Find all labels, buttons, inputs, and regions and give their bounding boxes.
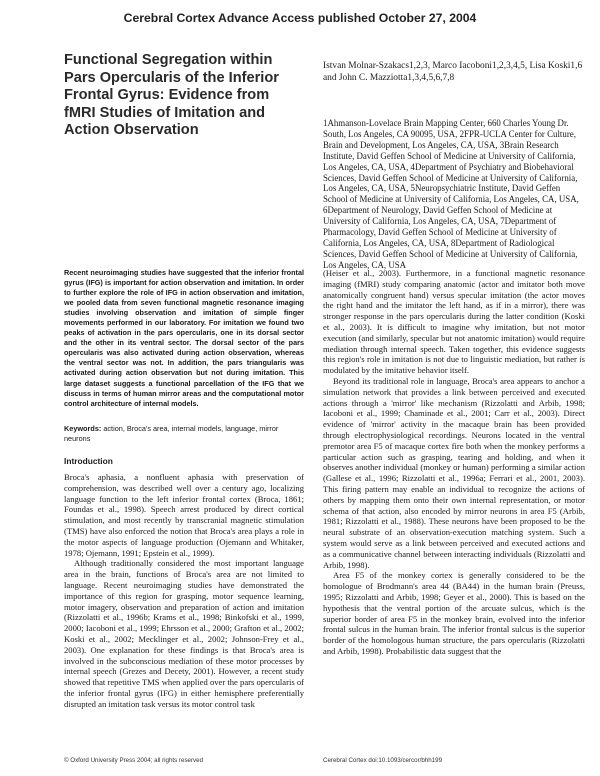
doi-footer: Cerebral Cortex doi:10.1093/cercor/bhh199 — [323, 757, 443, 764]
body-column-left — [64, 472, 304, 710]
journal-header: Cerebral Cortex Advance Access published October 27, 2004 — [123, 11, 477, 25]
keywords-label: Keywords: — [64, 424, 102, 433]
affiliations: 1Ahmanson-Lovelace Brain Mapping Center, 660 Charles Young Dr. South, Los Angeles, CA 90095, USA, 2FPR-UCLA Center for Culture, Brain and Development, Los Angeles, CA, USA, 3Brain Research Institute, David Geffen School of Medicine at University of California, Los Angeles, CA, USA, 4Department of Psychiatry and Biobehavioral Sciences, David Geffen School of Medicine at University of California, Los Angeles, CA, USA, 5Neuropsychiatric Institute, David Geffen School of Medicine at University of California, Los Angeles, CA, USA, 6Department of Neurology, David Geffen School of Medicine at University of California, Los Angeles, CA, USA, 7Department of Pharmacology, David Geffen School of Medicine at University of California, Los Angeles, CA, USA, 8Department of Radiological Sciences, David Geffen School of Medicine at University of California, Los Angeles, CA, USA — [323, 118, 579, 270]
article-title: Functional Segregation within Pars Opercularis of the Inferior Frontal Gyrus: Evidence from fMRI Studies of Imitation and Action Observation — [64, 52, 279, 138]
body-column-right — [323, 268, 585, 657]
paragraph: Although traditionally considered the most important language area in the brain, functions of Broca's area are not limited to language. Recent neuroimaging studies have demonstrated the importance of this region for grasping, motor sequence learning, motor imagery, observation and preparation of action and imitation (Rizzolatti et al., 1996b; Krams et al., 1998; Binkofski et al., 1999, 2000; Iacoboni et al., 1999; Ehrsson et al., 2000; Grafton et al., 2002; Koski et al., 2002; Mecklinger et al., 2002; Johnson-Frey et al., 2003). One explanation for these findings is that Broca's area is involved in the subconscious mediation of these motor processes by internal speech (Grezes and Decety, 2001). However, a recent study showed that repetitive TMS when applied over the pars opercularis of the inferior frontal gyrus (IFG) in either hemisphere preferentially disrupted an imitation task versus its motor control task — [64, 558, 304, 709]
keywords — [64, 424, 304, 443]
paragraph: Area F5 of the monkey cortex is generally considered to be the homologue of Brodmann's area 44 (BA44) in the human brain (Preuss, 1995; Rizzolatti and Arbib, 1998; Geyer et al., 2000). This is based on the hypothesis that the ventral portion of the arcuate sulcus, which is the superior border of area F5 in the monkey brain, evolved into the inferior frontal sulcus in the human brain. The inferior frontal sulcus is the superior border of the homologous human structure, the pars opercularis (Rizzolatti and Arbib, 1998). Probabilistic data suggest that the — [323, 570, 585, 656]
paragraph: Beyond its traditional role in language, Broca's area appears to anchor a simulation network that provides a link between perceived and executed actions through a 'mirror' like mechanism (Rizzolatti and Arbib, 1998; Iacoboni et al., 1999; Chaminade et al., 2001; Carr et al., 2003). Direct evidence of 'mirror' activity in the macaque brain has been provided through electrophysiological recordings. Neurons located in the ventral premotor area F5 of macaque cortex fire both when the monkey performs a particular action such as grasping, tearing and holding, and when it observes another individual (monkey or human) performing a similar action (Gallese et al., 1996; Rizzolatti et al., 1996a; Ferrari et al., 2001, 2003). This firing pattern may enable an individual to recognize the actions of others by mapping them onto their own internal representation, or motor schema of that action, also encoded by mirror neurons in area F5 (Arbib, 1981; Rizzolatti et al., 1988). These neurons have been proposed to be the neural substrate of an observation-execution matching system. Such a system would serve as a link between perceived and executed actions and as a communicative channel between interacting individuals (Rizzolatti and Arbib, 1998). — [323, 375, 585, 570]
abstract: Recent neuroimaging studies have suggested that the inferior frontal gyrus (IFG) is important for action observation and imitation. In order to further explore the role of IFG in action observation and imitation, we pooled data from seven functional magnetic resonance imaging studies involving observation and imitation of simple finger movements performed in our laboratory. For imitation we found two peaks of activation in the pars opercularis, one in its dorsal sector and the other in its ventral sector. The dorsal sector of the pars opercularis was also activated during action observation, whereas the ventral sector was not. In addition, the pars triangularis was activated during action observation but not during imitation. This large dataset suggests a functional parcellation of the IFG that we discuss in terms of human mirror areas and the computational motor control architecture of internal models. — [64, 268, 304, 408]
paragraph: (Heiser et al., 2003). Furthermore, in a functional magnetic resonance imaging (fMRI) study comparing anatomic (actor and imitator both move anatomically congruent hand) versus specular imitation (the actor moves the right hand and the imitator the left hand, as if in a mirror), there was stronger response in the pars opercularis during the latter condition (Koski et al., 2003). It is difficult to imagine why imitation, but not motor execution (and similarly, specular but not anatomic imitation) would require mediation through internal speech. Taken together, this evidence suggests this region's role in imitation is not due to linguistic mediation, but rather is modulated by the imitative behavior itself. — [323, 268, 585, 376]
author-list: Istvan Molnar-Szakacs1,2,3, Marco Iacoboni1,2,3,4,5, Lisa Koski1,6 and John C. Mazziotta1,3,4,5,6,7,8 — [323, 61, 583, 83]
keywords-list: action, Broca's area, internal models, language, mirror neurons — [64, 424, 279, 443]
section-heading-introduction: Introduction — [64, 456, 113, 466]
copyright-footer: © Oxford University Press 2004; all rights reserved — [64, 757, 204, 764]
paragraph: Broca's aphasia, a nonfluent aphasia with preservation of comprehension, was described well over a century ago, localizing language function to the left inferior frontal cortex (Broca, 1861; Foundas et al., 1998). Speech arrest produced by direct cortical stimulation, and most recently by transcranial magnetic stimulation (TMS) have also enforced the notion that Broca's area plays a role in the motor aspects of language production (Ojemann and Whitaker, 1978; Ojemann, 1991; Epstein et al., 1999). — [64, 472, 304, 558]
